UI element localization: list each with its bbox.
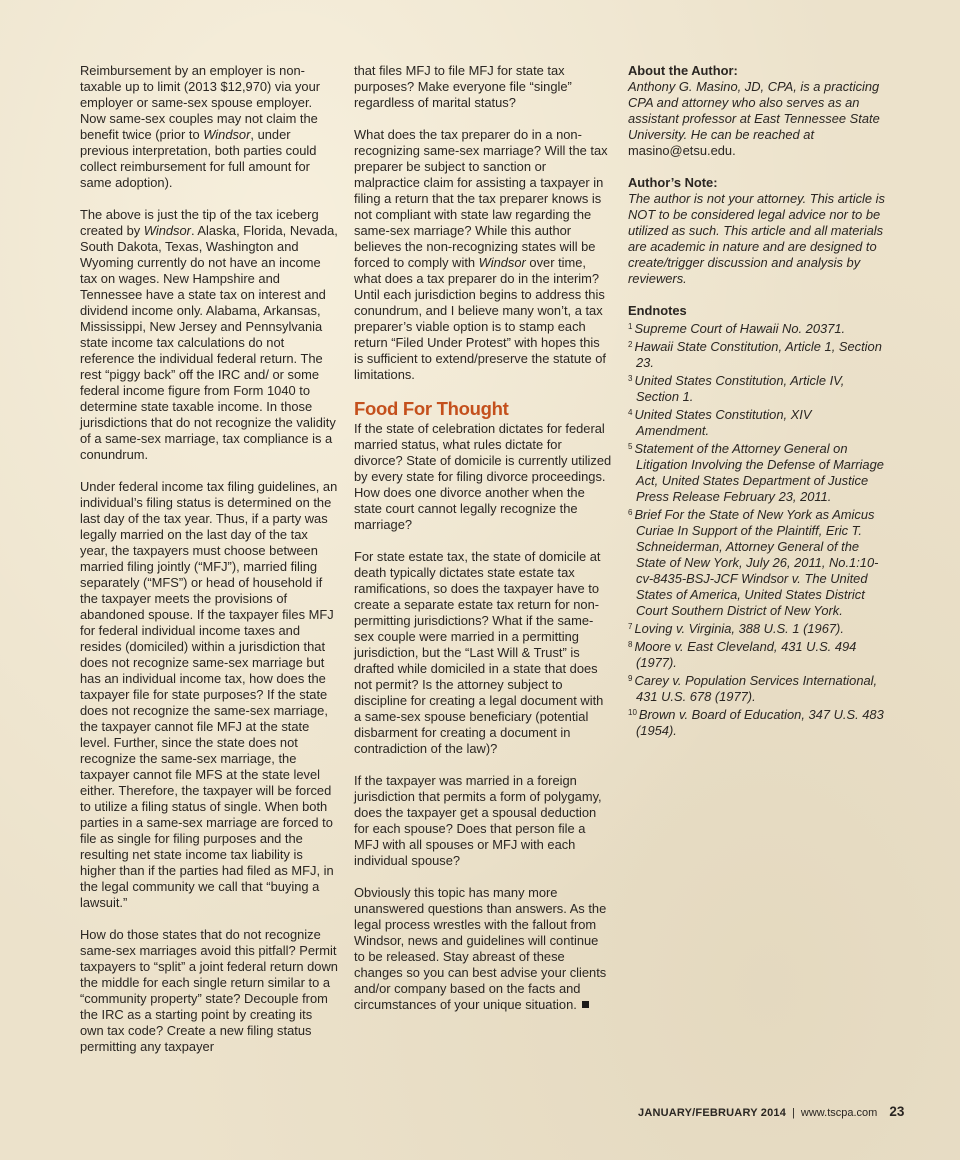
endnote-item: $^1$ Supreme Court of Hawaii No. 20371. <box>628 321 846 336</box>
article-column-2 <box>354 63 612 1029</box>
page-number: 23 <box>889 1104 905 1119</box>
about-author-text: Anthony G. Masino, JD, CPA, is a practicing CPA and attorney who also serves as an assistant professor at East Tennessee State University. He can be reached at masino@etsu.edu. <box>628 79 880 158</box>
endnote-item: $^5$ Statement of the Attorney General on Litigation Involving the Defense of Marriage Act, United States Department of Justice Press Release February 23, 2011. <box>628 441 884 504</box>
endnote-item: $^2$ Hawaii State Constitution, Article 1, Section 23. <box>628 339 882 370</box>
end-mark-icon <box>582 1001 589 1008</box>
endnote-item: $^3$ United States Constitution, Article IV, Section 1. <box>628 373 845 404</box>
section-heading: Food For Thought <box>354 398 509 419</box>
paragraph: If the taxpayer was married in a foreign jurisdiction that permits a form of polygamy, does the taxpayer get a spousal deduction for each spouse? Does that person file a MFJ with all spouses or MFJ with each individual spouse? <box>354 773 602 868</box>
paragraph: For state estate tax, the state of domicile at death typically dictates state estate tax ramifications, so does the taxpayer have to create a separate estate tax return for non-permitting jurisdictions? What if the same-sex couple were married in a permitting jurisdiction, but the “Last Will & Trust” is drafted while domiciled in a state that does not permit? Is the attorney subject to discipline for creating a legal document with a same-sex spouse beneficiary (potential disbarment for creating a document in contradiction of the law)? <box>354 549 604 756</box>
authors-note-text: The author is not your attorney. This article is NOT to be considered legal advice nor to be utilized as such. This article and all materials are academic in nature and are designed to create/trigger discussion and analysis by reviewers. <box>628 191 885 286</box>
endnote-item: $^9$ Carey v. Population Services International, 431 U.S. 678 (1977). <box>628 673 878 704</box>
sidebar-column <box>628 63 886 739</box>
author-email: masino@etsu.edu. <box>628 143 736 158</box>
article-column-1 <box>80 63 338 1071</box>
issue-date: JANUARY/FEBRUARY 2014 <box>638 1107 787 1119</box>
paragraph: that files MFJ to file MFJ for state tax purposes? Make everyone file “single” regardless of marital status? <box>354 63 572 110</box>
footer-separator: | <box>792 1107 795 1119</box>
page-footer <box>638 1104 905 1119</box>
endnotes-title: Endnotes <box>628 303 687 318</box>
endnote-item: $^4$ United States Constitution, XIV Amendment. <box>628 407 812 438</box>
paragraph: If the state of celebration dictates for federal married status, what rules dictate for divorce? State of domicile is currently utilized by every state for filing divorce proceedings. How does one divorce another when the state court cannot legally recognize the marriage? <box>354 421 612 532</box>
endnote-item: $^8$ Moore v. East Cleveland, 431 U.S. 494 (1977). <box>628 639 857 670</box>
endnotes-list <box>628 319 886 739</box>
paragraph: Obviously this topic has many more unanswered questions than answers. As the legal process wrestles with the fallout from Windsor, news and guidelines will continue to be released. Stay abreast of these changes so you can best advise your clients and/or company based on the facts and circumstances of your unique situation. <box>354 885 607 1012</box>
endnote-item: $^6$ Brief For the State of New York as Amicus Curiae In Support of the Plaintiff, Eric T. Schneiderman, Attorney General of the State of New York, July 26, 2011, No.1:10-cv-8435-BSJ-JCF Windsor v. The United States of America, United States District Court Southern District of New York. <box>628 507 879 618</box>
paragraph: Under federal income tax filing guidelines, an individual’s filing status is determined on the last day of the tax year. Thus, if a party was legally married on the last day of the tax year, the taxpayers must choose between married filing jointly (“MFJ”), married filing separately (“MFS”) or head of household if the taxpayer meets the provisions of abandoned spouse. If the taxpayer files MFJ for federal individual income taxes and resides (domiciled) within a jurisdiction that does not recognize same-sex marriage but has an individual income tax, how does the taxpayer file for state purposes? If the state does not recognize the same-sex marriage, the taxpayer cannot file MFJ at the state level. Further, since the state does not recognize the same-sex marriage, the taxpayer cannot file MFS at the state level either. Therefore, the taxpayer will be forced to utilize a filing status of single. When both parties in a same-sex marriage are forced to file as single for filing purposes and the resulting net state income tax liability is higher than if the parties had filed as MFJ, in the legal community we call that “buying a lawsuit.” <box>80 479 338 910</box>
paragraph: How do those states that do not recognize same-sex marriages avoid this pitfall? Permit taxpayers to “split” a joint federal return down the middle for each single return similar to a “community property” state? Decouple from the IRC as a starting point by creating its own tax code? Create a new filing status permitting any taxpayer <box>80 927 338 1054</box>
paragraph: Reimbursement by an employer is non-taxable up to limit (2013 $12,970) via your employer or same-sex spouse employer. Now same-sex couples may not claim the benefit twice (prior to Windsor, under previous interpretation, both parties could collect reimbursement for full amount for same adoption). <box>80 63 321 190</box>
authors-note-title: Author’s Note: <box>628 175 718 190</box>
endnote-item: $^7$ Loving v. Virginia, 388 U.S. 1 (1967). <box>628 621 844 636</box>
endnote-item: $^{10}$ Brown v. Board of Education, 347 U.S. 483 (1954). <box>628 707 884 738</box>
paragraph: The above is just the tip of the tax iceberg created by Windsor. Alaska, Florida, Nevada, South Dakota, Texas, Washington and Wyoming currently do not have an income tax on wages. New Hampshire and Tennessee have a state tax on interest and dividend income only. Alabama, Arkansas, Mississippi, New Jersey and Pennsylvania state income tax calculations do not reference the individual federal return. The rest “piggy back” off the IRC and/ or some federal income figure from Form 1040 to determine state taxable income. In those jurisdictions that do not recognize the validity of a same-sex marriage, tax compliance is a conundrum. <box>80 207 338 462</box>
about-author-title: About the Author: <box>628 63 738 78</box>
website-link[interactable]: www.tscpa.com <box>800 1107 878 1119</box>
paragraph: What does the tax preparer do in a non-recognizing same-sex marriage? Will the tax preparer be subject to sanction or malpractice claim for assisting a taxpayer in filing a return that the tax preparer knows is not compliant with state law regarding the same-sex marriage? While this author believes the non-recognizing states will be forced to comply with Windsor over time, what does a tax preparer do in the interim? Until each jurisdiction begins to address this conundrum, and I believe many won’t, a tax preparer’s viable option is to stamp each return “Filed Under Protest” with hopes this is sufficient to extend/preserve the statute of limitations. <box>354 127 608 382</box>
